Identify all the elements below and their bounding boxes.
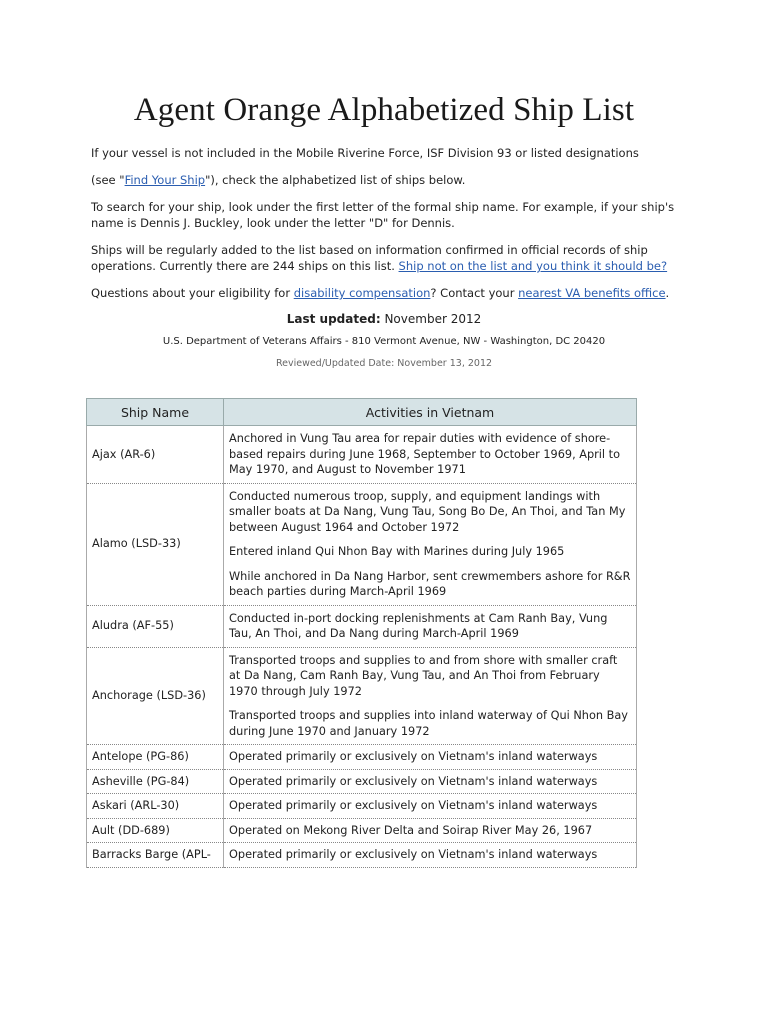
last-updated-label: Last updated:	[286, 312, 381, 326]
activity-text: Anchored in Vung Tau area for repair duties with evidence of shore-based repairs during June 1968, September to October 1969, April to May 1970, and August to November 1971	[229, 432, 621, 476]
activities-cell	[224, 605, 637, 647]
table-row	[87, 745, 637, 770]
intro-paragraph-2	[91, 172, 691, 188]
activities-cell	[224, 745, 637, 770]
activity-text: Entered inland Qui Nhon Bay with Marines during July 1965	[229, 545, 565, 558]
ship-name-cell: Ault (DD-689)	[87, 818, 224, 843]
intro-text-3: To search for your ship, look under the first letter of the formal ship name. For example, if your ship's name is Dennis J. Buckley, look under the letter "D" for Dennis.	[91, 200, 675, 230]
activity-text: Transported troops and supplies into inland waterway of Qui Nhon Bay during June 1970 and January 1972	[229, 709, 628, 738]
intro-text-5a: Questions about your eligibility for	[91, 286, 294, 300]
activity-text: Operated primarily or exclusively on Vietnam's inland waterways	[229, 750, 598, 763]
activity-text: Operated primarily or exclusively on Vietnam's inland waterways	[229, 799, 598, 812]
activity-text: Operated on Mekong River Delta and Soirap River May 26, 1967	[229, 823, 593, 837]
reviewed-date: Reviewed/Updated Date: November 13, 2012	[275, 358, 493, 369]
ship-not-on-list-link[interactable]: Ship not on the list and you think it should be?	[398, 259, 668, 273]
activity-text: Conducted numerous troop, supply, and equipment landings with smaller boats at Da Nang, Vung Tau, Song Bo De, An Thoi, and Tan My between August 1964 and October 1972	[229, 489, 626, 534]
disability-compensation-link[interactable]: disability compensation	[293, 286, 431, 300]
activity-text: Operated primarily or exclusively on Vietnam's inland waterways	[229, 848, 598, 861]
ship-list-table	[86, 398, 637, 868]
ship-name-cell: Askari (ARL-30)	[87, 794, 224, 819]
table-row	[87, 818, 637, 843]
last-updated	[0, 312, 768, 326]
ship-name-cell: Asheville (PG-84)	[87, 769, 224, 794]
activities-cell	[224, 818, 637, 843]
activity-text: Operated primarily or exclusively on Vietnam's inland waterways	[229, 774, 598, 788]
va-address: U.S. Department of Veterans Affairs - 810 Vermont Avenue, NW - Washington, DC 20420	[162, 336, 606, 347]
intro-text-2b: "), check the alphabetized list of ships below.	[205, 173, 466, 187]
intro-paragraph-4	[91, 242, 673, 274]
table-row	[87, 647, 637, 745]
activity-text: Transported troops and supplies to and from shore with smaller craft at Da Nang, Cam Ranh Bay, Vung Tau, and An Thoi from February 1970 through July 1972	[229, 653, 618, 698]
activities-cell	[224, 483, 637, 605]
ship-name-cell: Antelope (PG-86)	[87, 745, 224, 770]
intro-text-1: If your vessel is not included in the Mobile Riverine Force, ISF Division 93 or listed designations	[91, 146, 639, 160]
table-row	[87, 769, 637, 794]
table-row	[87, 426, 637, 484]
last-updated-value: November 2012	[380, 312, 482, 326]
page-title: Agent Orange Alphabetized Ship List	[133, 92, 635, 128]
header-ship-name: Ship Name	[87, 399, 224, 426]
activities-cell	[224, 426, 637, 484]
table-row	[87, 843, 637, 868]
activity-text: Conducted in-port docking replenishments at Cam Ranh Bay, Vung Tau, An Thoi, and Da Nang during March-April 1969	[229, 611, 608, 640]
activity-text: While anchored in Da Nang Harbor, sent crewmembers ashore for R&R beach parties during March-April 1969	[229, 569, 631, 598]
table-row	[87, 605, 637, 647]
header-activities: Activities in Vietnam	[224, 399, 637, 426]
intro-paragraph-3	[91, 199, 681, 231]
ship-name-cell: Aludra (AF-55)	[87, 605, 224, 647]
intro-text-5c: .	[665, 286, 670, 300]
table-row	[87, 794, 637, 819]
table-row	[87, 483, 637, 605]
ship-name-cell: Ajax (AR-6)	[87, 426, 224, 484]
find-your-ship-link[interactable]: Find Your Ship	[124, 173, 206, 187]
intro-paragraph-1	[91, 145, 691, 161]
intro-text-5b: ? Contact your	[430, 286, 519, 300]
intro-text-2a: (see "	[91, 173, 125, 187]
ship-name-cell: Anchorage (LSD-36)	[87, 647, 224, 745]
activities-cell	[224, 647, 637, 745]
ship-name-cell: Alamo (LSD-33)	[87, 483, 224, 605]
ship-name-cell: Barracks Barge (APL-	[87, 843, 224, 868]
intro-paragraph-5	[91, 285, 691, 301]
activities-cell	[224, 843, 637, 868]
activities-cell	[224, 769, 637, 794]
activities-cell	[224, 794, 637, 819]
intro-text-4: Ships will be regularly added to the list based on information confirmed in official records of ship operations. Currently there are 244 ships on this list.	[91, 243, 648, 273]
table-header-row	[87, 399, 637, 426]
nearest-va-benefits-office-link[interactable]: nearest VA benefits office	[518, 286, 666, 300]
